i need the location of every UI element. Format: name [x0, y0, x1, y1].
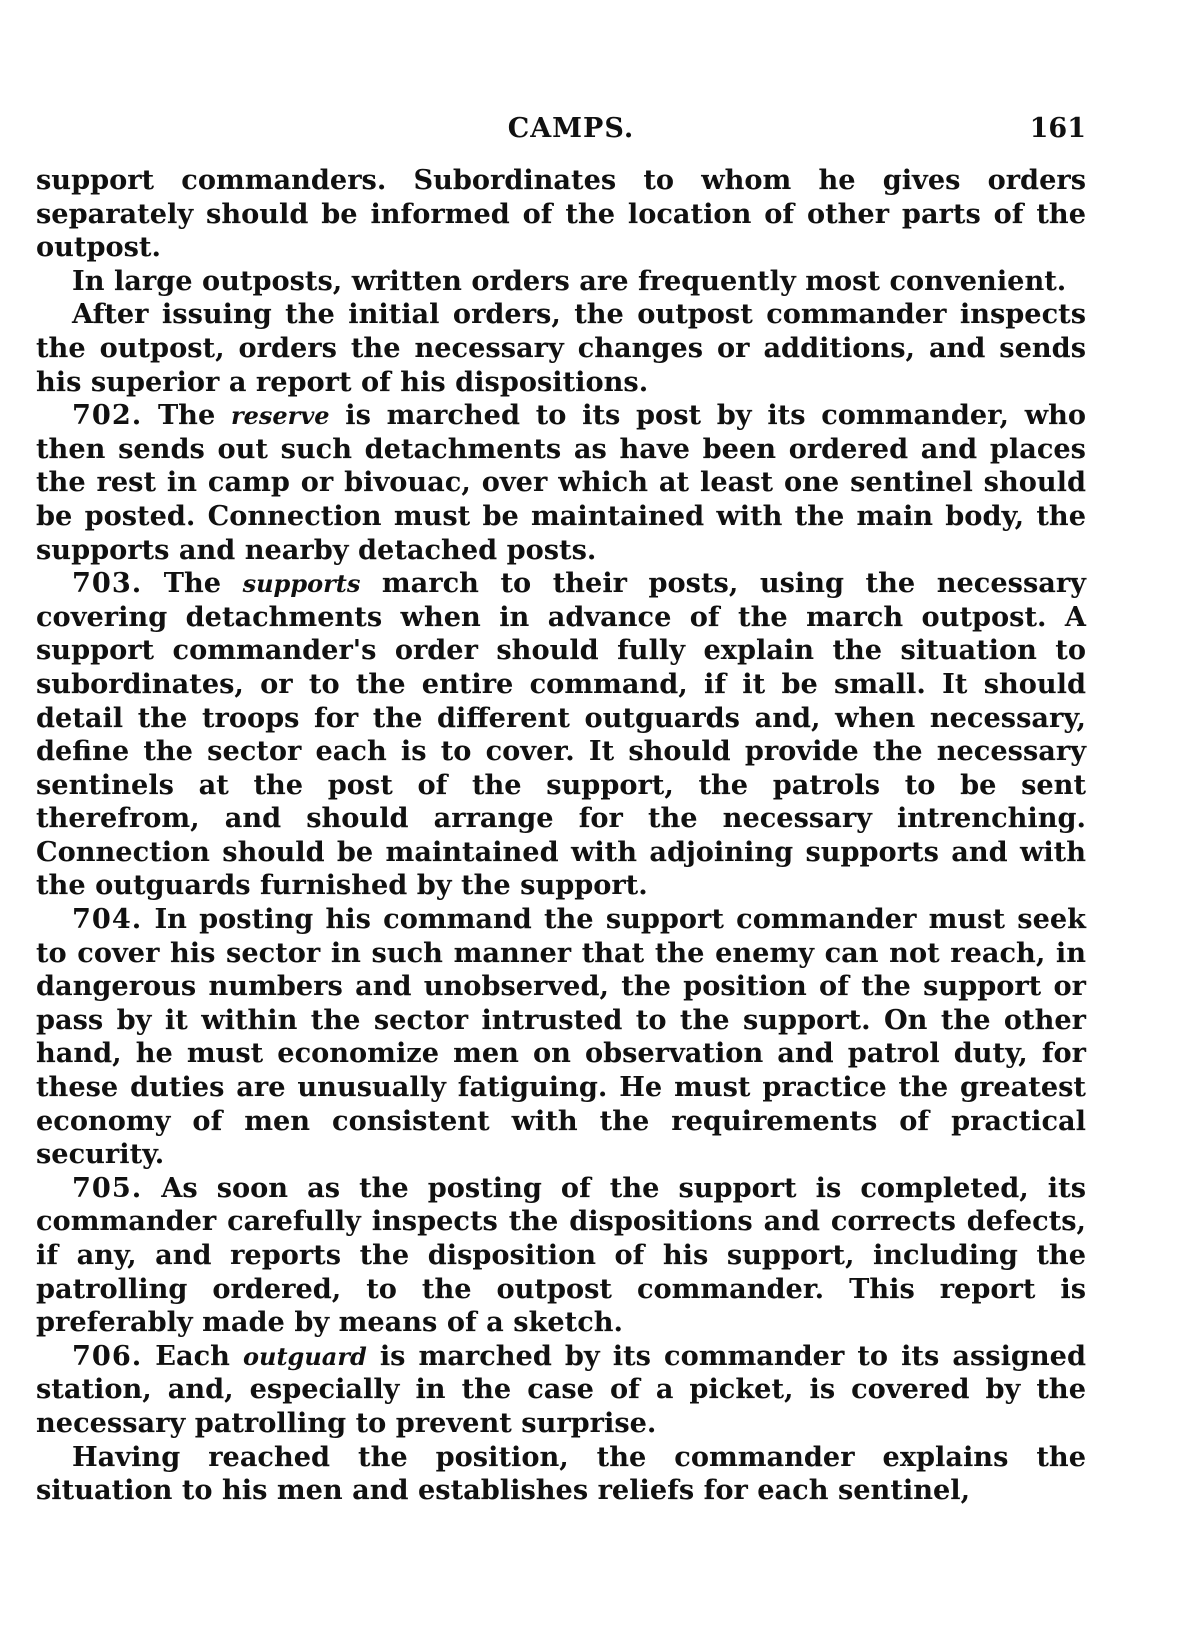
paragraph-702 [36, 399, 1086, 567]
paragraph-text: is marched by its commander to its assigned station, and, especially in the case of a picket, is covered by the necessary patrolling to prevent surprise. [36, 1339, 1086, 1439]
paragraph-705 [36, 1172, 1086, 1340]
italic-term: supports [242, 569, 361, 599]
running-head: CAMPS. [507, 113, 635, 144]
paragraph-text: As soon as the posting of the support is completed, its commander carefully inspects the dispositions and corrects defects, if any, and reports the disposition of his support, including the patrolling ordered, to the outpost commander. This report is preferably made by means of a sketch. [36, 1171, 1086, 1339]
paragraph [36, 1441, 1086, 1508]
paragraph-text: is marched to its post by its commander, who then sends out such detachments as have been ordered and places the rest in camp or bivouac, over which at least one sentinel should be posted. Connection must be maintained with the main body, the supports and nearby detached posts. [36, 399, 1087, 566]
book-page [36, 112, 1086, 1508]
paragraph-lead: The [142, 567, 243, 600]
page-number: 161 [1029, 113, 1086, 144]
paragraph-number: 705. [72, 1171, 143, 1204]
paragraph-number: 706. [72, 1339, 143, 1372]
paragraph-text: After issuing the initial orders, the outpost commander inspects the outpost, orders the necessary changes or additions, and sends his superior a report of his dispositions. [36, 298, 1086, 398]
paragraph-text: Having reached the position, the commander explains the situation to his men and establishes reliefs for each sentinel, [36, 1440, 1086, 1507]
paragraph-number: 703. [72, 567, 143, 600]
paragraph-text: In large outposts, written orders are frequently most convenient. [72, 264, 1067, 297]
paragraph-number: 702. [72, 399, 143, 432]
paragraph [36, 298, 1086, 399]
paragraph-number: 704. [72, 903, 143, 936]
paragraph-text: support commanders. Subordinates to whom he gives orders separately should be informed of the location of other parts of the outpost. [36, 164, 1086, 264]
paragraph-continued [36, 164, 1086, 265]
paragraph-text: march to their posts, using the necessary covering detachments when in advance of the march outpost. A support commander's order should fully explain the situation to subordinates, or to the entire command, if it be small. It should detail the troops for the different outguards and, when necessary, define the sector each is to cover. It should provide the necessary sentinels at the post of the support, the patrols to be sent therefrom, and should arrange for the necessary intrenching. Connection should be maintained with adjoining supports and with the outguards furnished by the support. [36, 567, 1086, 902]
paragraph-704 [36, 903, 1086, 1172]
italic-term: outguard [243, 1341, 367, 1371]
paragraph-703 [36, 567, 1086, 903]
paragraph-text: In posting his command the support commander must seek to cover his sector in such manner that the enemy can not reach, in dangerous numbers and unobserved, the position of the support or pass by it within the sector intrusted to the support. On the other hand, he must economize men on observation and patrol duty, for these duties are unusually fatiguing. He must practice the greatest economy of men consistent with the requirements of practical security. [36, 903, 1086, 1171]
italic-term: reserve [230, 401, 330, 431]
paragraph-lead: Each [142, 1339, 244, 1372]
page-header [36, 112, 1086, 164]
paragraph [36, 265, 1086, 299]
paragraph-lead: The [142, 399, 231, 432]
paragraph-706 [36, 1340, 1086, 1441]
